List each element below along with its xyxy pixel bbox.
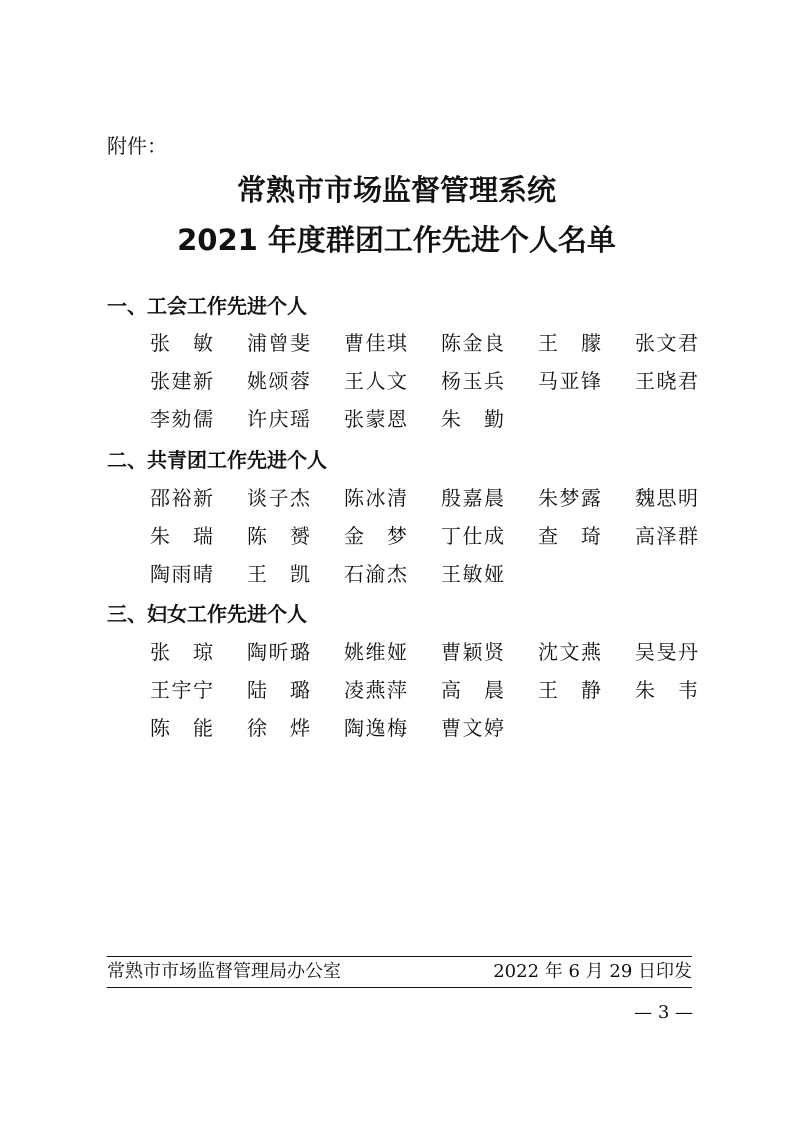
name-item: 魏思明 xyxy=(635,486,698,510)
name-item: 王晓君 xyxy=(635,369,698,393)
document-title-line-1: 常熟市市场监督管理系统 xyxy=(236,173,556,207)
name-item: 谈子杰 xyxy=(247,486,310,510)
name-item: 陆璐 xyxy=(247,678,310,702)
name-item: 金梦 xyxy=(344,524,407,548)
name-item: 王凯 xyxy=(247,562,310,586)
name-item: 陈能 xyxy=(150,716,213,740)
name-item: 查琦 xyxy=(538,524,601,548)
name-item: 陈金良 xyxy=(441,331,504,355)
attachment-label: 附件： xyxy=(107,134,167,158)
name-item: 曹文婷 xyxy=(441,716,504,740)
name-item: 曹佳琪 xyxy=(344,331,407,355)
name-item: 马亚锋 xyxy=(538,369,601,393)
document-title-line-2: 2021 年度群团工作先进个人名单 xyxy=(177,223,616,257)
name-item: 沈文燕 xyxy=(538,640,601,664)
name-list-women xyxy=(150,638,698,742)
name-item: 邵裕新 xyxy=(150,486,213,510)
name-item: 陈赟 xyxy=(247,524,310,548)
name-item: 王人文 xyxy=(344,369,407,393)
name-item: 朱梦露 xyxy=(538,486,601,510)
name-item: 陶逸梅 xyxy=(344,716,407,740)
footer-issue-date: 2022 年 6 月 29 日印发 xyxy=(493,961,692,982)
name-item: 丁仕成 xyxy=(441,524,504,548)
name-item: 朱韦 xyxy=(635,678,698,702)
name-item: 朱勤 xyxy=(441,407,504,431)
name-item: 陶昕璐 xyxy=(247,640,310,664)
name-list-union xyxy=(150,329,698,433)
name-item: 高泽群 xyxy=(635,524,698,548)
name-list-youth-league xyxy=(150,484,698,588)
footer-divider-bottom xyxy=(107,987,692,988)
name-item: 杨玉兵 xyxy=(441,369,504,393)
name-item: 浦曾斐 xyxy=(247,331,310,355)
name-item: 姚颂蓉 xyxy=(247,369,310,393)
name-item: 王朦 xyxy=(538,331,601,355)
name-item: 朱瑞 xyxy=(150,524,213,548)
page-number: — 3 — xyxy=(634,1002,693,1023)
name-item: 李劾儒 xyxy=(150,407,213,431)
name-item: 姚维娅 xyxy=(344,640,407,664)
name-item: 张建新 xyxy=(150,369,213,393)
section-heading-youth-league: 二、共青团工作先进个人 xyxy=(107,448,327,472)
name-item: 高晨 xyxy=(441,678,504,702)
name-item: 曹颖贤 xyxy=(441,640,504,664)
footer-divider-top xyxy=(107,956,692,957)
footer-issuing-office: 常熟市市场监督管理局办公室 xyxy=(107,961,341,982)
name-item: 吴旻丹 xyxy=(635,640,698,664)
name-item: 张蒙恩 xyxy=(344,407,407,431)
name-item: 陶雨晴 xyxy=(150,562,213,586)
name-item: 张敏 xyxy=(150,331,213,355)
name-item: 王敏娅 xyxy=(441,562,504,586)
name-item: 王宇宁 xyxy=(150,678,213,702)
name-item: 殷嘉晨 xyxy=(441,486,504,510)
name-item: 王静 xyxy=(538,678,601,702)
name-item: 张琼 xyxy=(150,640,213,664)
name-item: 许庆瑶 xyxy=(247,407,310,431)
section-heading-union: 一、工会工作先进个人 xyxy=(107,294,307,318)
name-item: 张文君 xyxy=(635,331,698,355)
name-item: 石渝杰 xyxy=(344,562,407,586)
name-item: 凌燕萍 xyxy=(344,678,407,702)
section-heading-women: 三、妇女工作先进个人 xyxy=(107,602,307,626)
name-item: 徐烨 xyxy=(247,716,310,740)
name-item: 陈冰清 xyxy=(344,486,407,510)
